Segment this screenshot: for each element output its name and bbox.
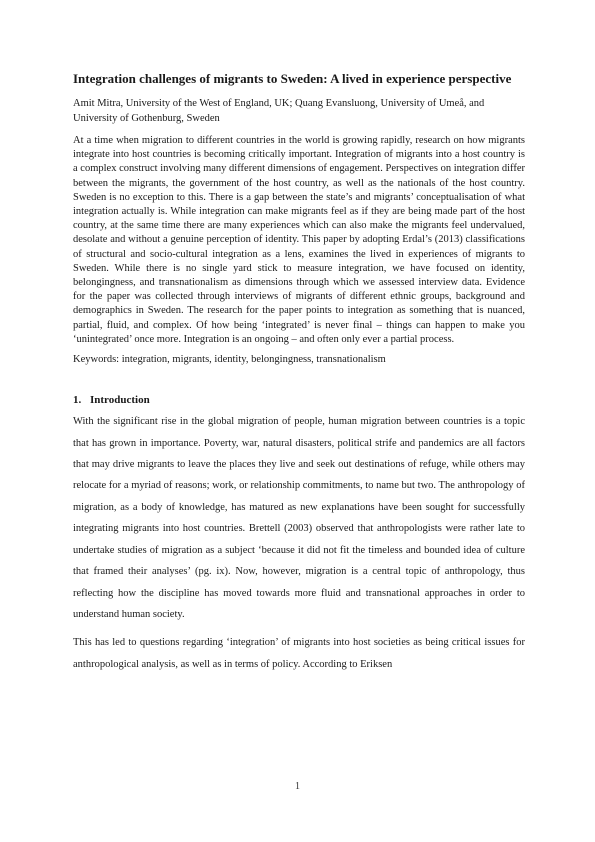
paper-title: Integration challenges of migrants to Sweden: A lived in experience perspective bbox=[73, 71, 512, 86]
section-title: Introduction bbox=[90, 394, 150, 407]
body-paragraph: With the significant rise in the global migration of people, human migration between countries is a topic that has grown in importance. Poverty, war, natural disasters, political strife and pandemics are all factors that may drive migrants to leave the places they live and seek out destinations of refuge, while others may relocate for a myriad of reasons; work, or relationship commitments, to name but two. The anthropology of migration, as a body of knowledge, has matured as new explanations have been sought for successfully integrating migrants into host countries. Brettell (2003) observed that anthropologists were rather late to undertake studies of migration as a subject ‘because it did not fit the timeless and bounded idea of culture that framed their analyses’ (pg. ix). Now, however, migration is a central topic of anthropology, thus reflecting how the discipline has moved towards more fluid and transnational approaches in order to understand human society. bbox=[73, 416, 525, 620]
page-number: 1 bbox=[295, 781, 300, 792]
section-number: 1. bbox=[73, 394, 82, 407]
author-affiliations: Amit Mitra, University of the West of England, UK; Quang Evansluong, University of Umeå, and University of Gothenburg, Sweden bbox=[73, 98, 485, 124]
keywords: Keywords: integration, migrants, identity, belongingness, transnationalism bbox=[73, 354, 386, 366]
abstract: At a time when migration to different countries in the world is growing rapidly, research on how migrants integrate into host countries is becoming critically important. Integration of migrants into a host country is a complex construct involving many different dimensions of engagement. Perspectives on integration differ between the migrants, the government of the host country, as well as the nationals of the host country. Sweden is no exception to this. There is a gap between the state’s and migrants’ conceptualisation of what integration actually is. While integration can make migrants feel as if they are being made part of the host country, at the same time there are many experiences which can also make the migrants feel undervalued, desolate and without a genuine perception of identity. This paper by adopting Erdal’s (2013) classifications of structural and socio-cultural integration as a lens, examines the lived in experiences of migrants to Sweden. While there is no single yard stick to measure integration, we have focused on identity, belongingness, and transnationalism as dimensions through which we assessed interview data. Evidence for the paper was collected through interviews of migrants of different ethnic groups, background and demographics in Sweden. The research for the paper points to integration as something that is nuanced, partial, fluid, and complex. Of how being ‘integrated’ is never final – things can happen to make you ‘unintegrated’ once more. Integration is an ongoing – and often only ever a partial process. bbox=[73, 135, 525, 345]
page-content bbox=[73, 70, 525, 675]
body-paragraph: This has led to questions regarding ‘integration’ of migrants into host societies as being critical issues for anthropological analysis, as well as in terms of policy. According to Eriksen bbox=[73, 637, 525, 670]
section-heading bbox=[73, 393, 525, 408]
